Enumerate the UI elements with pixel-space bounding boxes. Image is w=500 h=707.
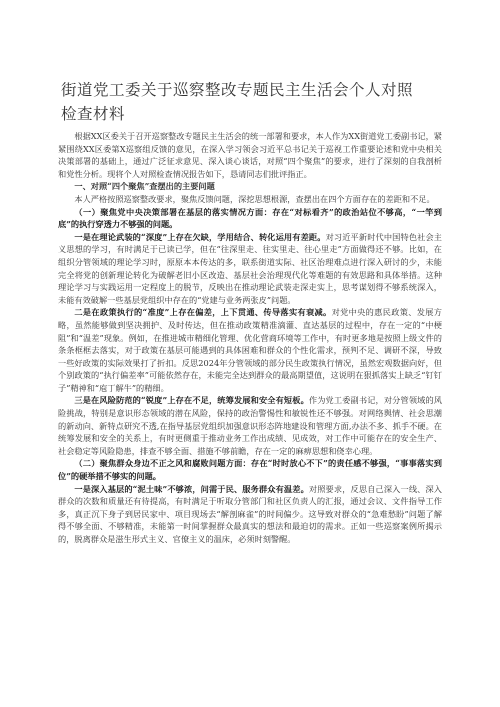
paragraph-3-body: 作为党工委副书记，对分管领域的风险挑战，特别是意识形态领域的潜在风险，保持的政治警惕性和敏锐性还不够强。对网络舆情、社会思潮的新动向、新特点研究不透,在指导基层党组织加强意识形态阵地建设和管理方面,办法不多、抓手不硬。在统筹发展和安全的关系上，有时更侧重于推动业务工作出成绩、见成效，对工作中可能存在的安全生产、社会稳定等风险隐患，排查不够全面、措施不够前瞻，存在一定的麻痹思想和侥幸心理。 — [58, 395, 442, 456]
intro-paragraph: 根据XX区委关于召开巡察整改专题民主生活会的统一部署和要求，本人作为XX街道党工委副书记，紧紧围绕XX区委第X巡察组反馈的意见，在深入学习领会习近平总书记关于巡视工作重要论述和党中央相关决策部署的基础上，通过广泛征求意见、深入谈心谈话，对照“四个聚焦”的要求，进行了深刻的自我剖析和党性分析。现将个人对照检查情况报告如下，恳请同志们批评指正。 — [58, 131, 442, 179]
paragraph-1-body: 对习近平新时代中国特色社会主义思想的学习，有时满足于已读已学，但在“往深里走、往实里走、往心里走”方面做得还不够。比如，在组织分管领域的理论学习时，原原本本传达的多，联系街道实际、社区治理难点进行深入研讨的少，未能完全将党的创新理论转化为破解老旧小区改造、基层社会治理现代化等难题的有效思路和具体举措。这种理论学习与实践运用一定程度上的脱节，反映出在推动理论武装走深走实上，思考谋划得不够系统深入，未能有效破解一些基层党组织中存在的“党建与业务两张皮”问题。 — [58, 231, 442, 305]
subsection-2-heading: （二）聚焦群众身边不正之风和腐败问题方面：存在“时时放心不下”的责任感不够强，“事事落实到位”的硬举措不够实的问题。 — [58, 458, 442, 482]
paragraph-4 — [58, 483, 442, 546]
document-title — [61, 78, 442, 126]
paragraph-2 — [58, 306, 442, 394]
paragraph-3 — [58, 394, 442, 457]
section-1-heading: 一、对照“四个聚焦”查摆出的主要问题 — [74, 181, 215, 192]
title-line-2: 检查材料 — [61, 105, 126, 123]
paragraph-2-lead: 二是在政策执行的“准度”上存在偏差，上下贯通、传导落实有衰减。 — [74, 307, 332, 318]
section-1-intro: 本人严格按照巡察整改要求，聚焦反馈问题，深挖思想根源，查摆出在四个方面存在的差距和不足。 — [74, 193, 435, 204]
paragraph-4-body: 对照要求，反思自己深入一线、深入群众的次数和质量还有待提高，有时满足于听取分管部门和社区负责人的汇报，通过会议、文件指导工作多，真正沉下身子到居民家中、项目现场去“解剖麻雀”的时间偏少。这导致对群众的“急难愁盼”问题了解得不够全面、不够精准，未能第一时间掌握群众最真实的想法和最迫切的需求。正如一些巡察案例所揭示的，脱离群众是滋生形式主义、官僚主义的温床，必须时刻警醒。 — [58, 483, 442, 544]
document-body — [58, 130, 442, 546]
paragraph-4-lead: 一是深入基层的“泥土味”不够浓，问需于民、服务群众有温差。 — [74, 483, 309, 494]
paragraph-1-lead: 一是在理论武装的“深度”上存在欠缺，学用结合、转化运用有差距。 — [74, 231, 326, 242]
paragraph-1 — [58, 231, 442, 307]
subsection-1-heading: （一）聚焦党中央决策部署在基层的落实情况方面：存在“对标看齐”的政治站位不够高，“一竿到底”的执行穿透力不够强的问题。 — [58, 206, 442, 230]
title-line-1: 街道党工委关于巡察整改专题民主生活会个人对照 — [61, 81, 414, 99]
paragraph-2-body: 对党中央的惠民政策、发展方略，虽然能够做到坚决拥护、及时传达，但在推动政策精准滴灌、直达基层的过程中，存在一定的“中梗阻”和“温差”现象。例如，在推进城市精细化管理、优化营商环境等工作中，有时更多地是按照上级文件的条条框框去落实，对于政策在基层可能遇到的具体困难和群众的个性化需求，预判不足、调研不深，导致一些好政策的实际效果打了折扣。反思2024年分管领域的部分民生政策执行情况，虽然宏观数据向好，但个别政策的“执行偏差率”可能依然存在，未能完全达到群众的最高期望值，这说明在狠抓落实上缺乏“钉钉子”精神和“庖丁解牛”的精细。 — [58, 307, 442, 393]
paragraph-3-lead: 三是在风险防范的“锐度”上存在不足，统筹发展和安全有短板。 — [74, 395, 309, 406]
